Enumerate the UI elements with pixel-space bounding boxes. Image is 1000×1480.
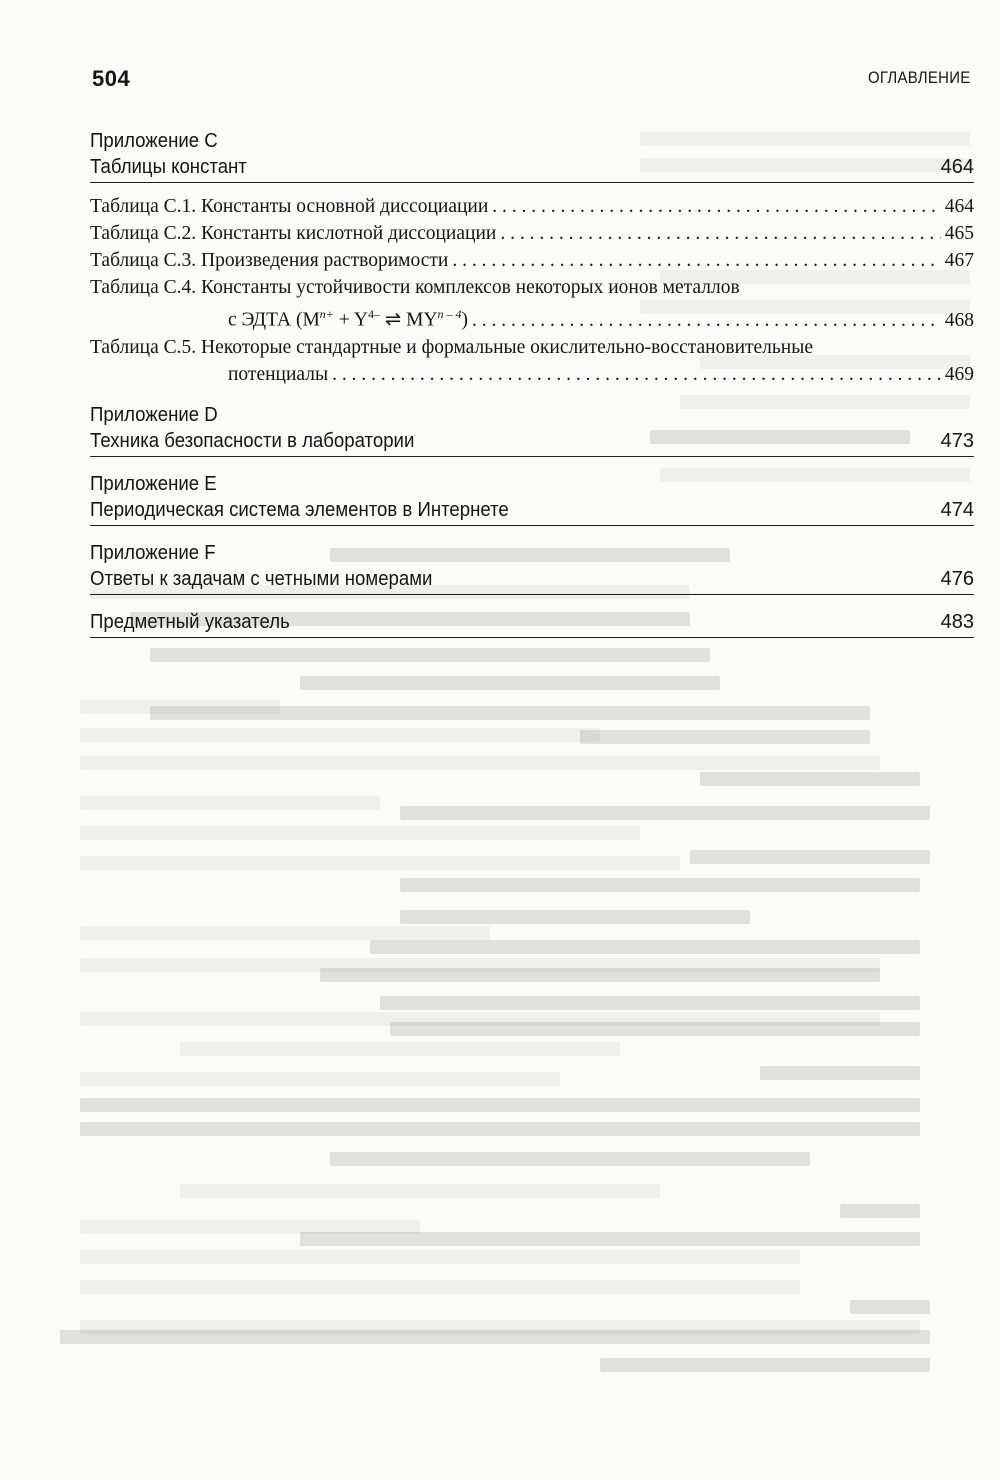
appendix-e — [90, 471, 974, 526]
appendix-d-title-row — [90, 428, 974, 457]
appendix-f — [90, 540, 974, 595]
formula-part: ) — [461, 309, 469, 331]
table-of-contents — [90, 128, 974, 638]
appendix-f-title: Ответы к задачам с четными номерами — [90, 567, 433, 590]
dot-leader — [452, 247, 940, 274]
appendix-d — [90, 402, 974, 457]
toc-entry-table-c4 — [90, 274, 974, 334]
subject-index-title: Предметный указатель — [90, 610, 290, 633]
appendix-f-label: Приложение F — [90, 541, 216, 564]
appendix-e-page: 474 — [940, 498, 974, 521]
toc-entry-text: Таблица С.1. Константы основной диссоциации — [90, 196, 489, 217]
dot-leader — [472, 307, 941, 334]
appendix-d-page: 473 — [940, 429, 974, 452]
subject-index-page: 483 — [940, 610, 974, 633]
toc-entry-table-c1 — [90, 193, 974, 220]
formula-part: ⇌ MY — [380, 309, 438, 331]
toc-entry-page: 468 — [944, 309, 974, 331]
page-number: 504 — [92, 66, 131, 91]
appendix-e-title-row — [90, 497, 974, 526]
appendix-f-title-row — [90, 566, 974, 595]
toc-entry-page: 465 — [944, 223, 974, 244]
toc-entry-text: Таблица С.3. Произведения растворимости — [90, 250, 449, 271]
appendix-d-label: Приложение D — [90, 403, 218, 426]
formula-superscript: n+ — [319, 307, 334, 321]
appendix-c-title-row — [90, 154, 974, 183]
appendix-f-page: 476 — [940, 567, 974, 590]
formula-part: с ЭДТА (M — [228, 309, 320, 331]
dot-leader — [492, 193, 940, 220]
appendix-c — [90, 128, 974, 183]
formula-part: + Y — [333, 309, 369, 331]
dot-leader — [332, 361, 941, 388]
dot-leader — [500, 220, 940, 247]
appendix-d-title: Техника безопасности в лаборатории — [90, 429, 415, 452]
appendix-c-label: Приложение С — [90, 130, 218, 152]
appendix-c-title: Таблицы констант — [90, 156, 247, 178]
toc-entry-page: 464 — [944, 196, 974, 217]
appendix-e-title: Периодическая система элементов в Интернете — [90, 498, 509, 521]
toc-entry-page: 467 — [944, 250, 974, 271]
toc-entry-table-c3 — [90, 247, 974, 274]
toc-entry-table-c5 — [90, 334, 974, 388]
toc-entry-text-continued: потенциалы — [228, 363, 329, 385]
formula-superscript: 4– — [368, 307, 381, 321]
running-head: ОГЛАВЛЕНИЕ — [867, 68, 970, 87]
subject-index-row — [90, 609, 974, 638]
appendix-c-page: 464 — [940, 156, 974, 178]
toc-entry-text: Таблица С.2. Константы кислотной диссоциации — [90, 223, 497, 244]
toc-entry-text-continued — [228, 301, 468, 334]
toc-entry-page: 469 — [944, 363, 974, 385]
subject-index — [90, 609, 974, 638]
formula-superscript: n – 4 — [437, 307, 462, 321]
toc-entry-text: Таблица С.5. Некоторые стандартные и формальные окислительно-восстановительные — [90, 336, 813, 358]
toc-entry-text: Таблица С.4. Константы устойчивости комплексов некоторых ионов металлов — [90, 277, 740, 298]
appendix-e-label: Приложение E — [90, 472, 217, 495]
toc-entry-table-c2 — [90, 220, 974, 247]
